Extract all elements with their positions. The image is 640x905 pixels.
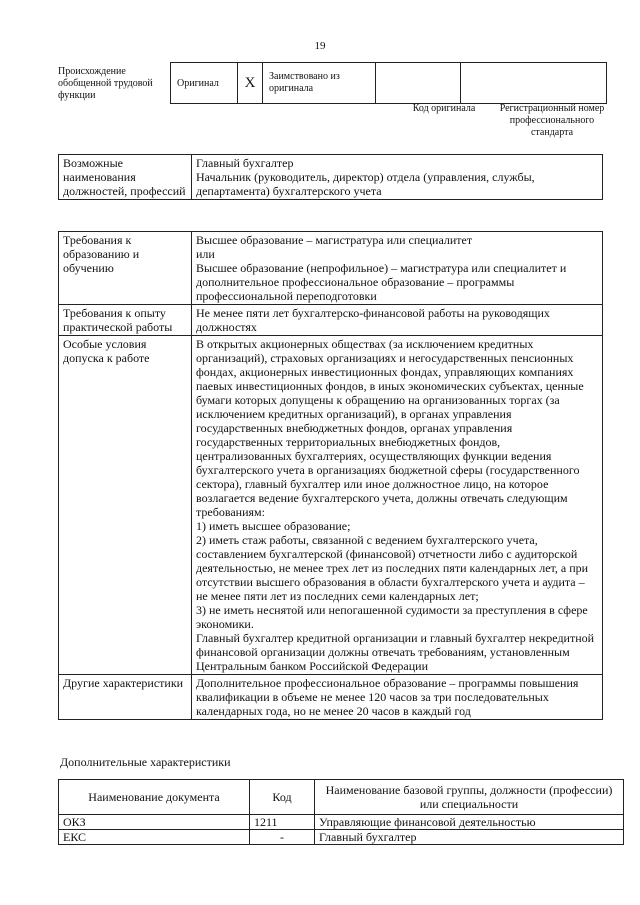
reg-number-caption: Регистрационный номер профессионального стандарта bbox=[499, 103, 605, 138]
requirement-line: или bbox=[196, 247, 215, 261]
doc-code: - bbox=[250, 830, 315, 845]
requirement-row-special-conditions bbox=[59, 336, 603, 675]
requirement-value bbox=[192, 232, 603, 305]
borrowed-label: Заимствовано из оригинала bbox=[263, 63, 376, 104]
possible-names-table bbox=[58, 154, 603, 200]
possible-names-label: Возможные наименования должностей, профессий bbox=[59, 155, 192, 200]
requirement-line: Главный бухгалтер кредитной организации и главный бухгалтер некредитной финансовой организации должны отвечать требованиям, установленным Центральным банком Российской Федерации bbox=[196, 631, 595, 673]
requirement-row-experience bbox=[59, 305, 603, 336]
requirement-row-other bbox=[59, 675, 603, 720]
original-label: Оригинал bbox=[171, 63, 238, 104]
requirement-value bbox=[192, 675, 603, 720]
possible-name-line: Главный бухгалтер bbox=[196, 156, 294, 170]
requirement-line: В открытых акционерных обществах (за исключением кредитных организаций), страховых организациях и негосударственных пенсионных фондах, акционерных инвестиционных фондах, управляющих компаниях паевых инвестиционных фондов, в иных экономических субъектах, ценные бумаги которых допущены к обращению на организованных торгах (за исключением кредитных организаций), в органах управления государственных внебюджетных фондов, органах управления государственных территориальных внебюджетных фондов, централизованных бухгалтериях, осуществляющих функции ведения бухгалтерского учета в организациях бюджетной сферы (государственного сектора), главный бухгалтер или иное должностное лицо, на которое возлагается ведение бухгалтерского учета, должны отвечать следующим требованиям: bbox=[196, 337, 584, 519]
requirement-line: 2) иметь стаж работы, связанной с ведением бухгалтерского учета, составлением бухгалтерской (финансовой) отчетности либо с аудиторской деятельностью, не менее трех лет из последних пяти календарных лет, а при отсутствии высшего образования в области бухгалтерского учета и аудита – не менее пяти лет из последних семи календарных лет; bbox=[196, 533, 589, 603]
requirement-label: Требования к опыту практической работы bbox=[59, 305, 192, 336]
table-row bbox=[59, 830, 624, 845]
requirement-line: Высшее образование – магистратура или специалитет bbox=[196, 233, 473, 247]
requirement-line: 3) не иметь неснятой или непогашенной судимости за преступления в сфере экономики. bbox=[196, 603, 588, 631]
doc-group: Главный бухгалтер bbox=[315, 830, 624, 845]
origin-table bbox=[170, 62, 607, 104]
table-row bbox=[59, 815, 624, 830]
requirements-table bbox=[58, 231, 603, 720]
additional-title: Дополнительные характеристики bbox=[60, 755, 231, 769]
doc-code: 1211 bbox=[250, 815, 315, 830]
requirement-label: Особые условия допуска к работе bbox=[59, 336, 192, 675]
header-document: Наименование документа bbox=[59, 780, 250, 815]
original-mark: X bbox=[238, 63, 263, 104]
requirement-label: Другие характеристики bbox=[59, 675, 192, 720]
doc-name: ОКЗ bbox=[59, 815, 250, 830]
requirement-row-education bbox=[59, 232, 603, 305]
reg-number-cell bbox=[461, 63, 607, 104]
requirement-value bbox=[192, 336, 603, 675]
additional-header-row bbox=[59, 780, 624, 815]
doc-name: ЕКС bbox=[59, 830, 250, 845]
header-code: Код bbox=[250, 780, 315, 815]
header-group: Наименование базовой группы, должности (профессии) или специальности bbox=[315, 780, 624, 815]
possible-names-value bbox=[192, 155, 603, 200]
requirement-line: Высшее образование (непрофильное) – магистратура или специалитет и дополнительное профессиональное образование – программы профессиональной переподготовки bbox=[196, 261, 567, 303]
code-original-cell bbox=[376, 63, 461, 104]
requirement-line: Не менее пяти лет бухгалтерско-финансовой работы на руководящих должностях bbox=[196, 306, 550, 334]
requirement-line: 1) иметь высшее образование; bbox=[196, 519, 351, 533]
requirement-label: Требования к образованию и обучению bbox=[59, 232, 192, 305]
code-original-caption: Код оригинала bbox=[412, 103, 476, 114]
doc-group: Управляющие финансовой деятельностью bbox=[315, 815, 624, 830]
requirement-line: Дополнительное профессиональное образование – программы повышения квалификации в объеме не менее 120 часов за три последовательных календарных года, но не менее 20 часов в каждый год bbox=[196, 676, 579, 718]
requirement-value bbox=[192, 305, 603, 336]
possible-name-line: Начальник (руководитель, директор) отдела (управления, службы, департамента) бухгалтерского учета bbox=[196, 170, 535, 198]
additional-table bbox=[58, 779, 624, 845]
page-number: 19 bbox=[314, 40, 326, 52]
origin-label: Происхождение обобщенной трудовой функции bbox=[58, 66, 153, 101]
